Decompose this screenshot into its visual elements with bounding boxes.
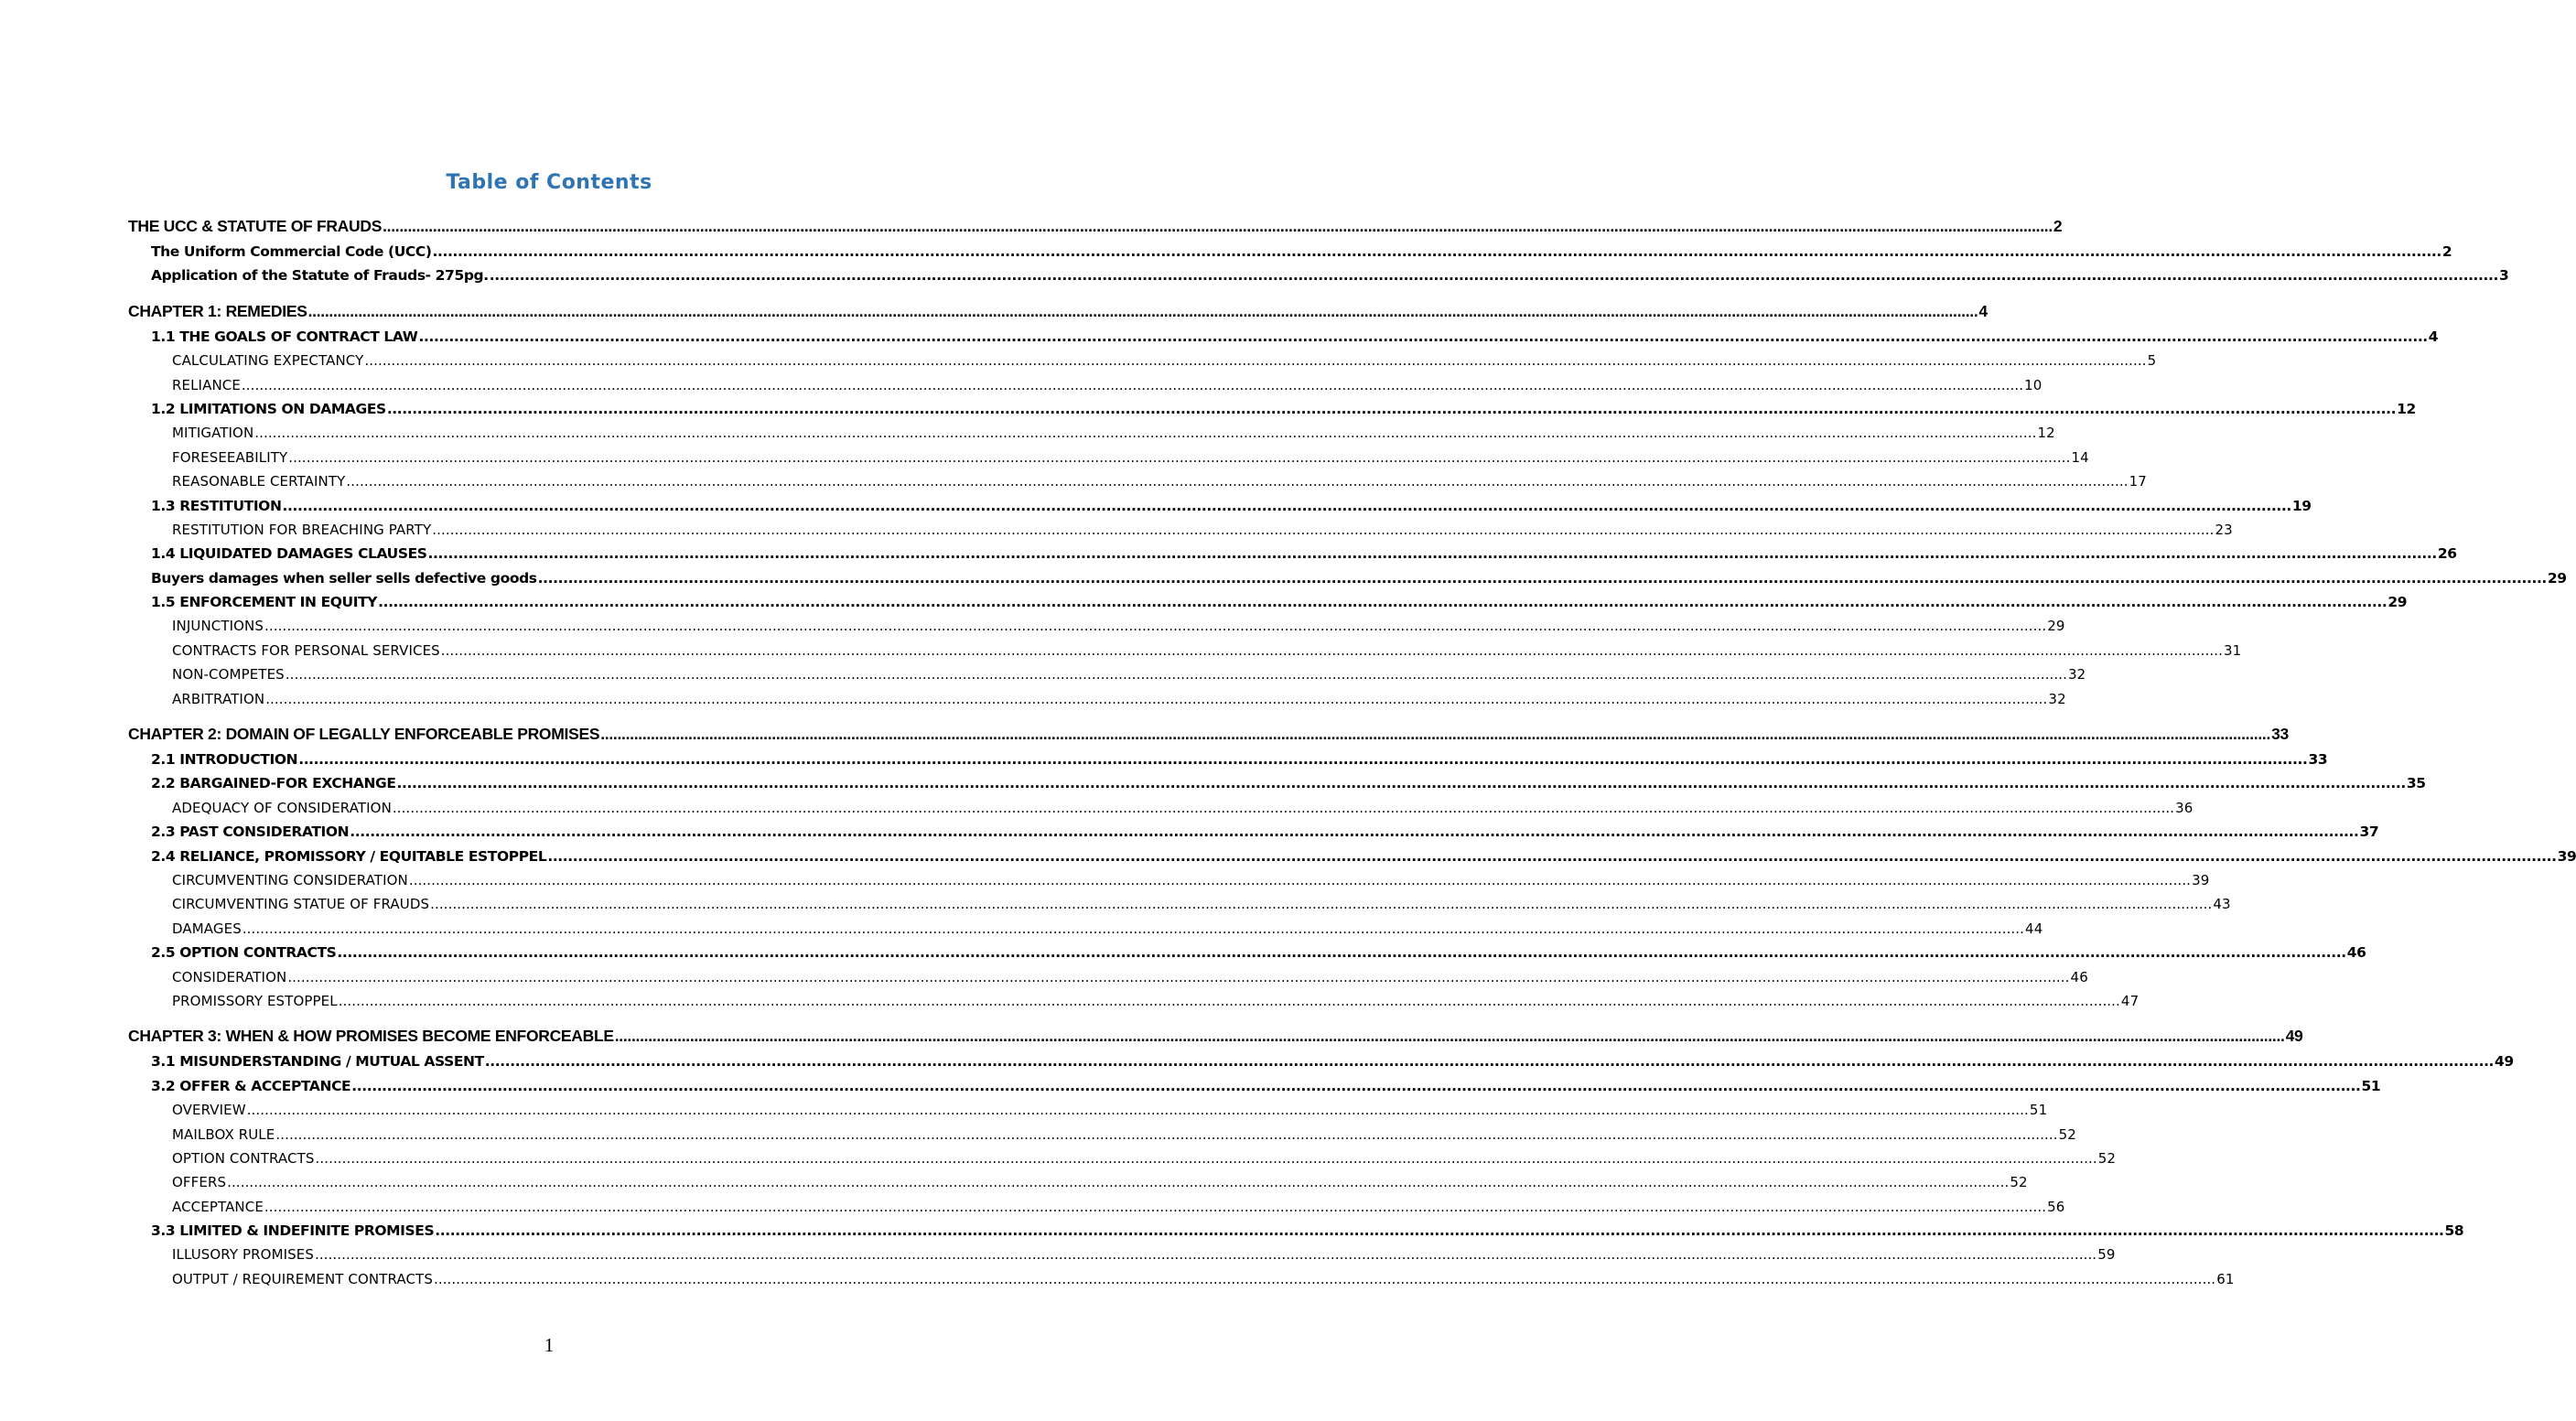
- toc-entry-page: 29: [2547, 569, 2567, 587]
- toc-entry-text: RELIANCE: [172, 376, 241, 393]
- toc-entry-text: REASONABLE CERTAINTY: [172, 473, 346, 490]
- toc-entry-page: 12: [2397, 400, 2416, 417]
- toc-dot-leader: ................................................................................................................................................................................................................................................................................................................................................................................................................: [315, 1149, 2097, 1167]
- toc-dot-leader: ................................................................................................................................................................................................................................................................................................................................................................................................................: [364, 352, 2147, 370]
- toc-dot-leader: ................................................................................................................................................................................................................................................................................................................................................................................................................: [282, 497, 2291, 514]
- toc-entry[interactable]: [128, 771, 2426, 795]
- toc-entry-page: 3: [2499, 267, 2509, 285]
- toc-dot-leader: ................................................................................................................................................................................................................................................................................................................................................................................................................: [298, 751, 2308, 769]
- toc-entry-text: ADEQUACY OF CONSIDERATION: [172, 799, 392, 816]
- toc-entry[interactable]: [128, 325, 2439, 349]
- toc-dot-leader: ................................................................................................................................................................................................................................................................................................................................................................................................................: [547, 847, 2557, 865]
- toc-entry[interactable]: [128, 1219, 2464, 1243]
- toc-entry-text: 1.4 LIQUIDATED DAMAGES CLAUSES: [151, 545, 427, 563]
- toc-entry-page: 14: [2071, 448, 2089, 466]
- toc-entry[interactable]: [128, 614, 2065, 638]
- toc-entry-page: 19: [2291, 497, 2312, 514]
- toc-entry[interactable]: [128, 845, 2576, 868]
- toc-entry-text: THE UCC & STATUTE OF FRAUDS: [128, 217, 383, 235]
- toc-entry-text: CHAPTER 1: REMEDIES: [128, 301, 307, 320]
- toc-entry[interactable]: [128, 566, 2567, 590]
- toc-entry-text: CHAPTER 3: WHEN & HOW PROMISES BECOME ENFORCEABLE: [128, 1027, 614, 1046]
- toc-entry-page: 56: [2047, 1198, 2065, 1215]
- toc-entry[interactable]: [128, 687, 2066, 711]
- toc-dot-leader: ................................................................................................................................................................................................................................................................................................................................................................................................................: [346, 473, 2129, 490]
- toc-entry[interactable]: [128, 349, 2157, 372]
- toc-dot-leader: ................................................................................................................................................................................................................................................................................................................................................................................................................: [427, 545, 2437, 563]
- toc-entry-text: NON-COMPETES: [172, 666, 285, 684]
- toc-entry-text: 2.3 PAST CONSIDERATION: [151, 824, 350, 841]
- toc-entry-text: RESTITUTION FOR BREACHING PARTY: [172, 521, 432, 538]
- toc-entry-page: 58: [2444, 1222, 2464, 1240]
- toc-entry[interactable]: [128, 917, 2043, 941]
- toc-entry-page: 32: [2048, 690, 2066, 707]
- toc-entry-text: DAMAGES: [172, 920, 242, 937]
- toc-entry-text: CONSIDERATION: [172, 968, 287, 985]
- toc-entry-page: 10: [2024, 376, 2042, 393]
- toc-entry[interactable]: [128, 662, 2086, 686]
- toc-entry[interactable]: [128, 1074, 2381, 1098]
- toc-dot-leader: ................................................................................................................................................................................................................................................................................................................................................................................................................: [430, 896, 2213, 913]
- toc-entry-page: 4: [1978, 301, 1988, 320]
- toc-entry-page: 2: [2053, 217, 2063, 235]
- toc-dot-leader: ................................................................................................................................................................................................................................................................................................................................................................................................................: [440, 641, 2223, 659]
- toc-entry-page: 52: [2097, 1149, 2116, 1167]
- toc-entry-page: 47: [2120, 992, 2139, 1009]
- toc-entry-page: 5: [2147, 352, 2157, 370]
- toc-dot-leader: ................................................................................................................................................................................................................................................................................................................................................................................................................: [432, 243, 2441, 260]
- toc-dot-leader: ................................................................................................................................................................................................................................................................................................................................................................................................................: [484, 1053, 2495, 1071]
- toc-entry[interactable]: [128, 941, 2366, 964]
- toc-entry-page: 35: [2406, 775, 2426, 792]
- toc-entry-page: 4: [2428, 328, 2439, 345]
- toc-dot-leader: ................................................................................................................................................................................................................................................................................................................................................................................................................: [489, 267, 2498, 285]
- toc-entry-text: 2.4 RELIANCE, PROMISSORY / EQUITABLE ESTOPPEL: [151, 847, 547, 865]
- toc-entry[interactable]: [128, 1098, 2048, 1122]
- toc-entry-page: 36: [2175, 799, 2193, 816]
- toc-entry-page: 52: [2058, 1125, 2076, 1143]
- toc-title: Table of Contents: [446, 171, 652, 194]
- toc-entry[interactable]: [128, 212, 2063, 240]
- toc-entry-page: 46: [2070, 968, 2088, 985]
- toc-entry-text: 1.5 ENFORCEMENT IN EQUITY: [151, 594, 378, 611]
- toc-dot-leader: ................................................................................................................................................................................................................................................................................................................................................................................................................: [275, 1125, 2058, 1143]
- toc-entry-text: ACCEPTANCE: [172, 1198, 264, 1215]
- toc-entry-text: CIRCUMVENTING CONSIDERATION: [172, 871, 408, 888]
- toc-entry[interactable]: [128, 240, 2452, 264]
- toc-entry-page: 46: [2346, 944, 2366, 962]
- toc-entry-text: OFFERS: [172, 1174, 227, 1191]
- toc-entry-page: 29: [2387, 594, 2408, 611]
- toc-dot-leader: ................................................................................................................................................................................................................................................................................................................................................................................................................: [435, 1222, 2444, 1240]
- toc-dot-leader: ................................................................................................................................................................................................................................................................................................................................................................................................................: [383, 217, 2053, 235]
- toc-entry-text: CIRCUMVENTING STATUE OF FRAUDS: [172, 896, 430, 913]
- toc-entry-text: Buyers damages when seller sells defective goods: [151, 569, 537, 587]
- toc-dot-leader: ................................................................................................................................................................................................................................................................................................................................................................................................................: [241, 376, 2024, 393]
- toc-entry[interactable]: [128, 748, 2328, 771]
- toc-entry-page: 32: [2068, 666, 2086, 684]
- toc-entry-page: 26: [2437, 545, 2457, 563]
- toc-dot-leader: ................................................................................................................................................................................................................................................................................................................................................................................................................: [386, 400, 2397, 417]
- toc-entry-text: 1.1 THE GOALS OF CONTRACT LAW: [151, 328, 418, 345]
- toc-dot-leader: ................................................................................................................................................................................................................................................................................................................................................................................................................: [227, 1174, 2010, 1191]
- toc-entry-text: Application of the Statute of Frauds- 275pg.: [151, 267, 489, 285]
- toc-entry-page: 51: [2361, 1077, 2381, 1094]
- toc-entry-page: 49: [2495, 1053, 2514, 1071]
- toc-entry-page: 39: [2192, 871, 2210, 888]
- toc-dot-leader: ................................................................................................................................................................................................................................................................................................................................................................................................................: [288, 448, 2071, 466]
- toc-entry-page: 17: [2129, 473, 2147, 490]
- toc-entry[interactable]: [128, 518, 2233, 542]
- toc-entry-page: 39: [2557, 847, 2576, 865]
- toc-entry[interactable]: [128, 542, 2457, 565]
- toc-entry[interactable]: [128, 639, 2242, 662]
- toc-entry[interactable]: [128, 1195, 2065, 1219]
- toc-entry-page: 29: [2047, 618, 2065, 635]
- toc-dot-leader: ................................................................................................................................................................................................................................................................................................................................................................................................................: [396, 775, 2406, 792]
- toc-entry[interactable]: [128, 1022, 2303, 1050]
- toc-dot-leader: ................................................................................................................................................................................................................................................................................................................................................................................................................: [351, 1077, 2361, 1094]
- toc-entry[interactable]: [128, 1050, 2514, 1073]
- toc-entry-page: 59: [2097, 1246, 2116, 1264]
- toc-entry-page: 33: [2308, 751, 2328, 769]
- toc-dot-leader: ................................................................................................................................................................................................................................................................................................................................................................................................................: [600, 725, 2271, 744]
- toc-entry-text: 2.1 INTRODUCTION: [151, 751, 298, 769]
- toc-dot-leader: ................................................................................................................................................................................................................................................................................................................................................................................................................: [264, 618, 2047, 635]
- toc-entry-page: 44: [2025, 920, 2043, 937]
- toc-dot-leader: ................................................................................................................................................................................................................................................................................................................................................................................................................: [433, 1270, 2216, 1287]
- toc-entry-text: MITIGATION: [172, 425, 254, 442]
- toc-entry-page: 61: [2216, 1270, 2235, 1287]
- toc-entry[interactable]: [128, 373, 2042, 397]
- toc-entry-text: The Uniform Commercial Code (UCC): [151, 243, 432, 260]
- toc-dot-leader: ................................................................................................................................................................................................................................................................................................................................................................................................................: [392, 799, 2175, 816]
- toc-entry-text: 1.3 RESTITUTION: [151, 497, 282, 514]
- toc-entry-page: 23: [2215, 521, 2233, 538]
- toc-dot-leader: ................................................................................................................................................................................................................................................................................................................................................................................................................: [537, 569, 2547, 587]
- toc-entry-page: 43: [2213, 896, 2231, 913]
- toc-entry-page: 37: [2359, 824, 2379, 841]
- toc-dot-leader: ................................................................................................................................................................................................................................................................................................................................................................................................................: [418, 328, 2428, 345]
- toc-entry[interactable]: [128, 868, 2210, 892]
- toc-dot-leader: ................................................................................................................................................................................................................................................................................................................................................................................................................: [307, 301, 1978, 320]
- toc-entry[interactable]: [128, 820, 2379, 844]
- toc-dot-leader: ................................................................................................................................................................................................................................................................................................................................................................................................................: [432, 521, 2215, 538]
- toc-entry-text: CHAPTER 2: DOMAIN OF LEGALLY ENFORCEABLE PROMISES: [128, 725, 600, 744]
- toc-entry-text: OVERVIEW: [172, 1102, 246, 1119]
- toc-entry-text: FORESEEABILITY: [172, 448, 288, 466]
- toc-entry[interactable]: [128, 397, 2416, 421]
- toc-entry[interactable]: [128, 1243, 2116, 1266]
- toc-entry-text: OUTPUT / REQUIREMENT CONTRACTS: [172, 1270, 433, 1287]
- toc-dot-leader: ................................................................................................................................................................................................................................................................................................................................................................................................................: [378, 594, 2387, 611]
- toc-entry-text: CALCULATING EXPECTANCY: [172, 352, 364, 370]
- toc-entry-text: ARBITRATION: [172, 690, 265, 707]
- toc-entry[interactable]: [128, 264, 2509, 287]
- toc-entry[interactable]: [128, 1267, 2235, 1291]
- toc-entry[interactable]: [128, 1146, 2116, 1170]
- toc-dot-leader: ................................................................................................................................................................................................................................................................................................................................................................................................................: [242, 920, 2025, 937]
- toc-dot-leader: ................................................................................................................................................................................................................................................................................................................................................................................................................: [350, 824, 2359, 841]
- toc-entry[interactable]: [128, 494, 2312, 518]
- toc-entry[interactable]: [128, 446, 2089, 469]
- toc-dot-leader: ................................................................................................................................................................................................................................................................................................................................................................................................................: [265, 690, 2048, 707]
- toc-entry-text: MAILBOX RULE: [172, 1125, 275, 1143]
- toc-entry-text: 2.5 OPTION CONTRACTS: [151, 944, 337, 962]
- toc-entry[interactable]: [128, 421, 2055, 445]
- toc-dot-leader: ................................................................................................................................................................................................................................................................................................................................................................................................................: [285, 666, 2068, 684]
- toc-entry-page: 49: [2285, 1027, 2303, 1046]
- toc-entry-page: 52: [2010, 1174, 2028, 1191]
- toc-dot-leader: ................................................................................................................................................................................................................................................................................................................................................................................................................: [246, 1102, 2029, 1119]
- toc-entry-text: OPTION CONTRACTS: [172, 1149, 315, 1167]
- toc-entry-text: PROMISSORY ESTOPPEL: [172, 992, 338, 1009]
- toc-entry-page: 31: [2224, 641, 2242, 659]
- page-number: 1: [544, 1334, 555, 1356]
- toc-entry[interactable]: [128, 989, 2139, 1013]
- toc-entry[interactable]: [128, 297, 1988, 325]
- toc-entry[interactable]: [128, 796, 2193, 820]
- toc-dot-leader: ................................................................................................................................................................................................................................................................................................................................................................................................................: [254, 425, 2037, 442]
- toc-entry[interactable]: [128, 469, 2147, 493]
- toc-entry[interactable]: [128, 590, 2408, 614]
- toc-entry[interactable]: [128, 1123, 2076, 1146]
- toc-dot-leader: ................................................................................................................................................................................................................................................................................................................................................................................................................: [338, 992, 2120, 1009]
- toc-dot-leader: ................................................................................................................................................................................................................................................................................................................................................................................................................: [408, 871, 2192, 888]
- table-of-contents: [128, 212, 2576, 1291]
- toc-entry-text: 1.2 LIMITATIONS ON DAMAGES: [151, 400, 386, 417]
- toc-entry-page: 51: [2029, 1102, 2048, 1119]
- toc-dot-leader: ................................................................................................................................................................................................................................................................................................................................................................................................................: [337, 944, 2346, 962]
- toc-entry-text: INJUNCTIONS: [172, 618, 264, 635]
- toc-entry-text: 3.1 MISUNDERSTANDING / MUTUAL ASSENT: [151, 1053, 484, 1071]
- toc-entry[interactable]: [128, 892, 2231, 916]
- toc-entry-text: 3.3 LIMITED & INDEFINITE PROMISES: [151, 1222, 435, 1240]
- toc-entry[interactable]: [128, 720, 2289, 748]
- toc-entry[interactable]: [128, 965, 2088, 989]
- toc-entry-text: ILLUSORY PROMISES: [172, 1246, 314, 1264]
- toc-entry-page: 33: [2271, 725, 2289, 744]
- toc-entry-text: 2.2 BARGAINED-FOR EXCHANGE: [151, 775, 396, 792]
- toc-entry[interactable]: [128, 1170, 2028, 1194]
- toc-entry-page: 12: [2037, 425, 2055, 442]
- toc-entry-text: 3.2 OFFER & ACCEPTANCE: [151, 1077, 351, 1094]
- toc-dot-leader: ................................................................................................................................................................................................................................................................................................................................................................................................................: [614, 1027, 2285, 1046]
- toc-dot-leader: ................................................................................................................................................................................................................................................................................................................................................................................................................: [314, 1246, 2097, 1264]
- toc-dot-leader: ................................................................................................................................................................................................................................................................................................................................................................................................................: [264, 1198, 2047, 1215]
- toc-entry-text: CONTRACTS FOR PERSONAL SERVICES: [172, 641, 440, 659]
- toc-entry-page: 2: [2441, 243, 2452, 260]
- toc-dot-leader: ................................................................................................................................................................................................................................................................................................................................................................................................................: [287, 968, 2070, 985]
